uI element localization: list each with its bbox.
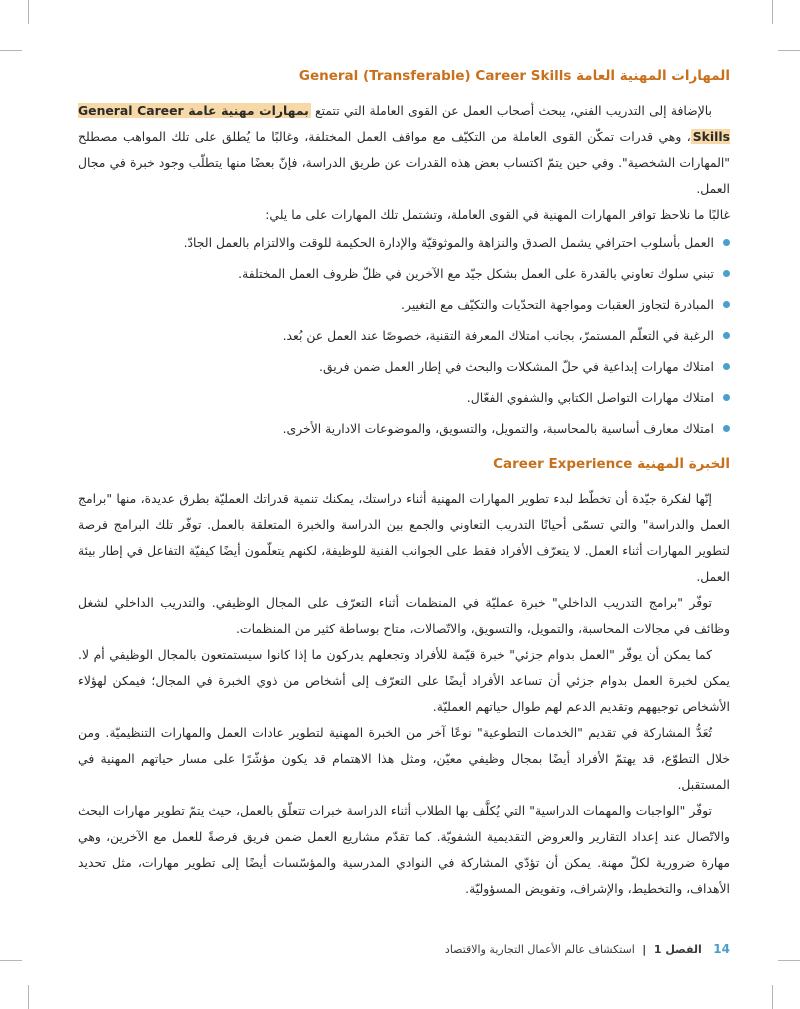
- list-item: [78, 294, 730, 316]
- crop-mark: [772, 985, 773, 1009]
- chapter-label: الفصل 1: [653, 943, 702, 956]
- crop-mark: [778, 50, 800, 51]
- footer-separator: |: [642, 943, 647, 956]
- bullet-icon: [723, 301, 730, 308]
- crop-mark: [778, 960, 800, 961]
- intro-paragraph: [78, 98, 730, 202]
- highlighted-term: بمهارات مهنية عامة General Career Skills: [78, 103, 730, 144]
- crop-mark: [0, 50, 22, 51]
- body-paragraph: توفّر "الواجبات والمهمات الدراسية" التي يُكلَّف بها الطلاب أثناء الدراسة خبرات تتعلّق بالعمل، حيث يتمّ تطوير مهارات البحث والاتّصال عند إعداد التقارير والعروض التقديمية الشفويّة. كما تقدّم مشاريع العمل ضمن فريق فرصةً للعمل مع الآخرين، وهي مهارة ضرورية لكلّ مهنة. يمكن أن تؤدّي المشاركة في النوادي المدرسية والمؤسّسات أيضًا إلى تطوير مهارات، مثل تحديد الأهداف، والتخطيط، والإشراف، وتفويض المسؤوليّة.: [78, 803, 730, 896]
- bullet-icon: [723, 332, 730, 339]
- page-content: [78, 66, 730, 902]
- page-number: 14: [713, 942, 730, 956]
- page-footer: [78, 942, 730, 956]
- intro-text-continued: ، وهي قدرات تمكّن القوى العاملة من التكيّف مع مواقف العمل المختلفة، وغالبًا ما يُطلق على تلك المواهب مصطلح "المهارات الشخصية". وفي حين يتمّ اكتساب بعض هذه القدرات عن طريق الدراسة، فإنّ بعضًا منها يتطلّب وجود خبرة في مجال العمل.: [78, 129, 730, 196]
- bullet-icon: [723, 239, 730, 246]
- intro-text: بالإضافة إلى التدريب الفني، يبحث أصحاب العمل عن القوى العاملة التي تتمتع: [310, 103, 712, 118]
- list-item-text: تبني سلوك تعاوني بالقدرة على العمل بشكل جيّد مع الآخرين في ظلّ ظروف العمل المختلفة.: [238, 266, 714, 281]
- heading-english: Career Experience: [493, 456, 633, 472]
- list-item: [78, 232, 730, 254]
- heading-arabic: الخبرة المهنية: [637, 456, 730, 472]
- list-lead-paragraph: غالبًا ما نلاحظ توافر المهارات المهنية في القوى العاملة، وتشتمل تلك المهارات على ما يلي:: [265, 207, 730, 222]
- list-item: [78, 325, 730, 347]
- list-item-text: الرغبة في التعلّم المستمرّ، بجانب امتلاك المعرفة التقنية، خصوصًا عند العمل عن بُعد.: [282, 328, 714, 343]
- list-item-text: امتلاك معارف أساسية بالمحاسبة، والتمويل، والتسويق، والموضوعات الادارية الأخرى.: [282, 421, 714, 436]
- bullet-icon: [723, 363, 730, 370]
- list-item-text: العمل بأسلوب احترافي يشمل الصدق والنزاهة والموثوقيّة والإدارة الحكيمة للوقت والالتزام بالعمل الجادّ.: [183, 235, 714, 250]
- section-heading-career-experience: [78, 454, 730, 474]
- list-item: [78, 263, 730, 285]
- bullet-icon: [723, 394, 730, 401]
- body-paragraph: تُعَدُّ المشاركة في تقديم "الخدمات التطوعية" نوعًا آخر من الخبرة المهنية لتطوير عادات العمل والمهارات التنظيميّة. ومن خلال التطوّع، قد يهتمّ الأفراد أيضًا بمجال وظيفي معيّن، ومثل هذا الاهتمام قد يكون مؤشّرًا على مسار حياتهم المهنية في المستقبل.: [78, 725, 730, 792]
- skills-list: [78, 232, 730, 440]
- bullet-icon: [723, 425, 730, 432]
- body-paragraph: إنّها لفكرة جيّدة أن تخطّط لبدء تطوير المهارات المهنية أثناء دراستك، يمكنك تنمية قدراتك العمليّة بطرق عديدة، منها "برامج العمل والدراسة" والتي تسمّى أحيانًا التدريب التعاوني والجمع بين الدراسة والخبرة المتعلقة بالعمل. توفّر تلك البرامج فرصة لتطوير المهارات أثناء العمل. لا يتعرّف الأفراد فقط على الجوانب الفنية للوظيفة، لكنهم يتعلّمون أيضًا كيفيّة التفاعل في إطار بيئة العمل.: [78, 491, 730, 584]
- body-paragraph: توفّر "برامج التدريب الداخلي" خبرة عمليّة في المنظمات أثناء التعرّف على المجال الوظيفي. والتدريب الداخلي لشغل وظائف في مجالات المحاسبة، والتمويل، والتسويق، والاتّصالات، متاح بوساطة كثير من المنظمات.: [78, 595, 730, 636]
- list-item-text: امتلاك مهارات إبداعية في حلّ المشكلات والبحث في إطار العمل ضمن فريق.: [319, 359, 714, 374]
- list-item: [78, 418, 730, 440]
- bullet-icon: [723, 270, 730, 277]
- list-item: [78, 387, 730, 409]
- chapter-title: استكشاف عالم الأعمال التجارية والاقتصاد: [444, 943, 635, 956]
- crop-mark: [772, 0, 773, 24]
- list-item-text: امتلاك مهارات التواصل الكتابي والشفوي الفعّال.: [466, 390, 714, 405]
- list-item: [78, 356, 730, 378]
- crop-mark: [0, 960, 22, 961]
- crop-mark: [28, 0, 29, 24]
- crop-mark: [28, 985, 29, 1009]
- heading-arabic: المهارات المهنية العامة: [576, 68, 730, 84]
- heading-english: General (Transferable) Career Skills: [298, 68, 572, 84]
- body-paragraph: كما يمكن أن يوفّر "العمل بدوام جزئي" خبرة قيّمة للأفراد وتجعلهم يدركون ما إذا كانوا سيستمتعون بالمجال الوظيفي أم لا. يمكن لخبرة العمل بدوام جزئي أن تساعد الأفراد أيضًا على التعرّف إلى أشخاص من ذوي الخبرة في المجال؛ فيمكن لهؤلاء الأشخاص توجيههم وتقديم الدعم لهم طوال حياتهم العمليّة.: [78, 647, 730, 714]
- list-item-text: المبادرة لتجاوز العقبات ومواجهة التحدّيات والتكيّف مع التغيير.: [401, 297, 714, 312]
- section-heading-general-skills: [78, 66, 730, 86]
